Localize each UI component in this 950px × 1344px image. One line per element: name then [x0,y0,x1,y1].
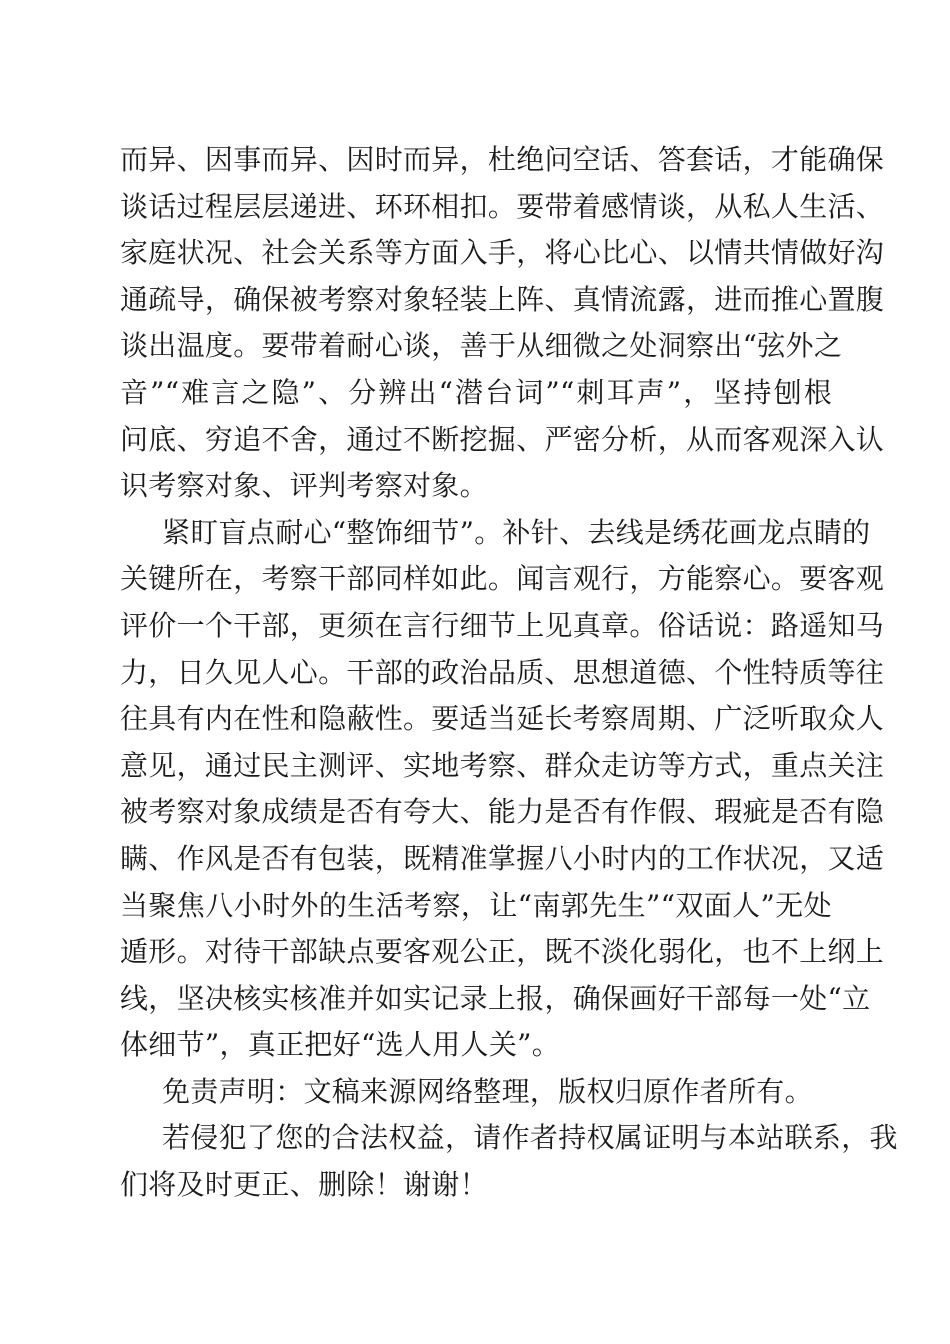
text-line: 音”“难言之隐”、分辨出“潜台词”“刺耳声”，坚持刨根 [120,375,832,409]
text-line-content: 若侵犯了您的合法权益，请作者持权属证明与本站联系，我 [162,1121,898,1155]
text-line: 们将及时更正、删除！谢谢！ [120,1168,488,1202]
infringement-notice [120,1115,898,1208]
text-line [120,1115,898,1162]
text-line: 体细节”，真正把好“选人用人关”。 [120,1028,561,1062]
text-line [120,510,871,557]
paragraph-interview-methods [120,137,885,510]
text-line: 遁形。对待干部缺点要客观公正，既不淡化弱化，也不上纲上 [120,935,885,969]
text-line [120,1069,832,1116]
text-line: 往具有内在性和隐蔽性。要适当延长考察周期、广泛听取众人 [120,702,885,736]
text-line: 当聚焦八小时外的生活考察，让“南郭先生”“双面人”无处 [120,888,832,922]
text-line: 关键所在，考察干部同样如此。闻言观行，方能察心。要客观 [120,562,885,596]
text-line: 而异、因事而异、因时而异，杜绝问空话、答套话，才能确保 [120,143,885,176]
text-line: 谈话过程层层递进、环环相扣。要带着感情谈，从私人生活、 [120,189,885,223]
text-line-content: 紧盯盲点耐心“整饰细节”。补针、去线是绣花画龙点睛的 [162,515,871,549]
document-body [120,137,898,1209]
text-line: 家庭状况、社会关系等方面入手，将心比心、以情共情做好沟 [120,236,885,270]
text-line: 意见，通过民主测评、实地考察、群众走访等方式，重点关注 [120,748,885,782]
text-line: 识考察对象、评判考察对象。 [120,469,488,503]
text-line: 评价一个干部，更须在言行细节上见真章。俗话说：路遥知马 [120,608,885,642]
text-line: 通疏导，确保被考察对象轻装上阵、真情流露，进而推心置腹 [120,282,885,316]
text-line: 被考察对象成绩是否有夸大、能力是否有作假、瑕疵是否有隐 [120,795,885,829]
text-line: 力，日久见人心。干部的政治品质、思想道德、个性特质等往 [120,655,885,689]
paragraph-details [120,510,885,1069]
text-line: 问底、穷追不舍，通过不断挖掘、严密分析，从而客观深入认 [120,422,885,456]
text-line: 谈出温度。要带着耐心谈，善于从细微之处洞察出“弦外之 [120,329,843,363]
disclaimer-text: 免责声明：文稿来源网络整理，版权归原作者所有。 [162,1074,813,1108]
disclaimer [120,1069,832,1116]
text-line: 线，坚决核实核准并如实记录上报，确保画好干部每一处“立 [120,981,871,1015]
text-line: 瞒、作风是否有包装，既精准掌握八小时内的工作状况，又适 [120,841,885,875]
